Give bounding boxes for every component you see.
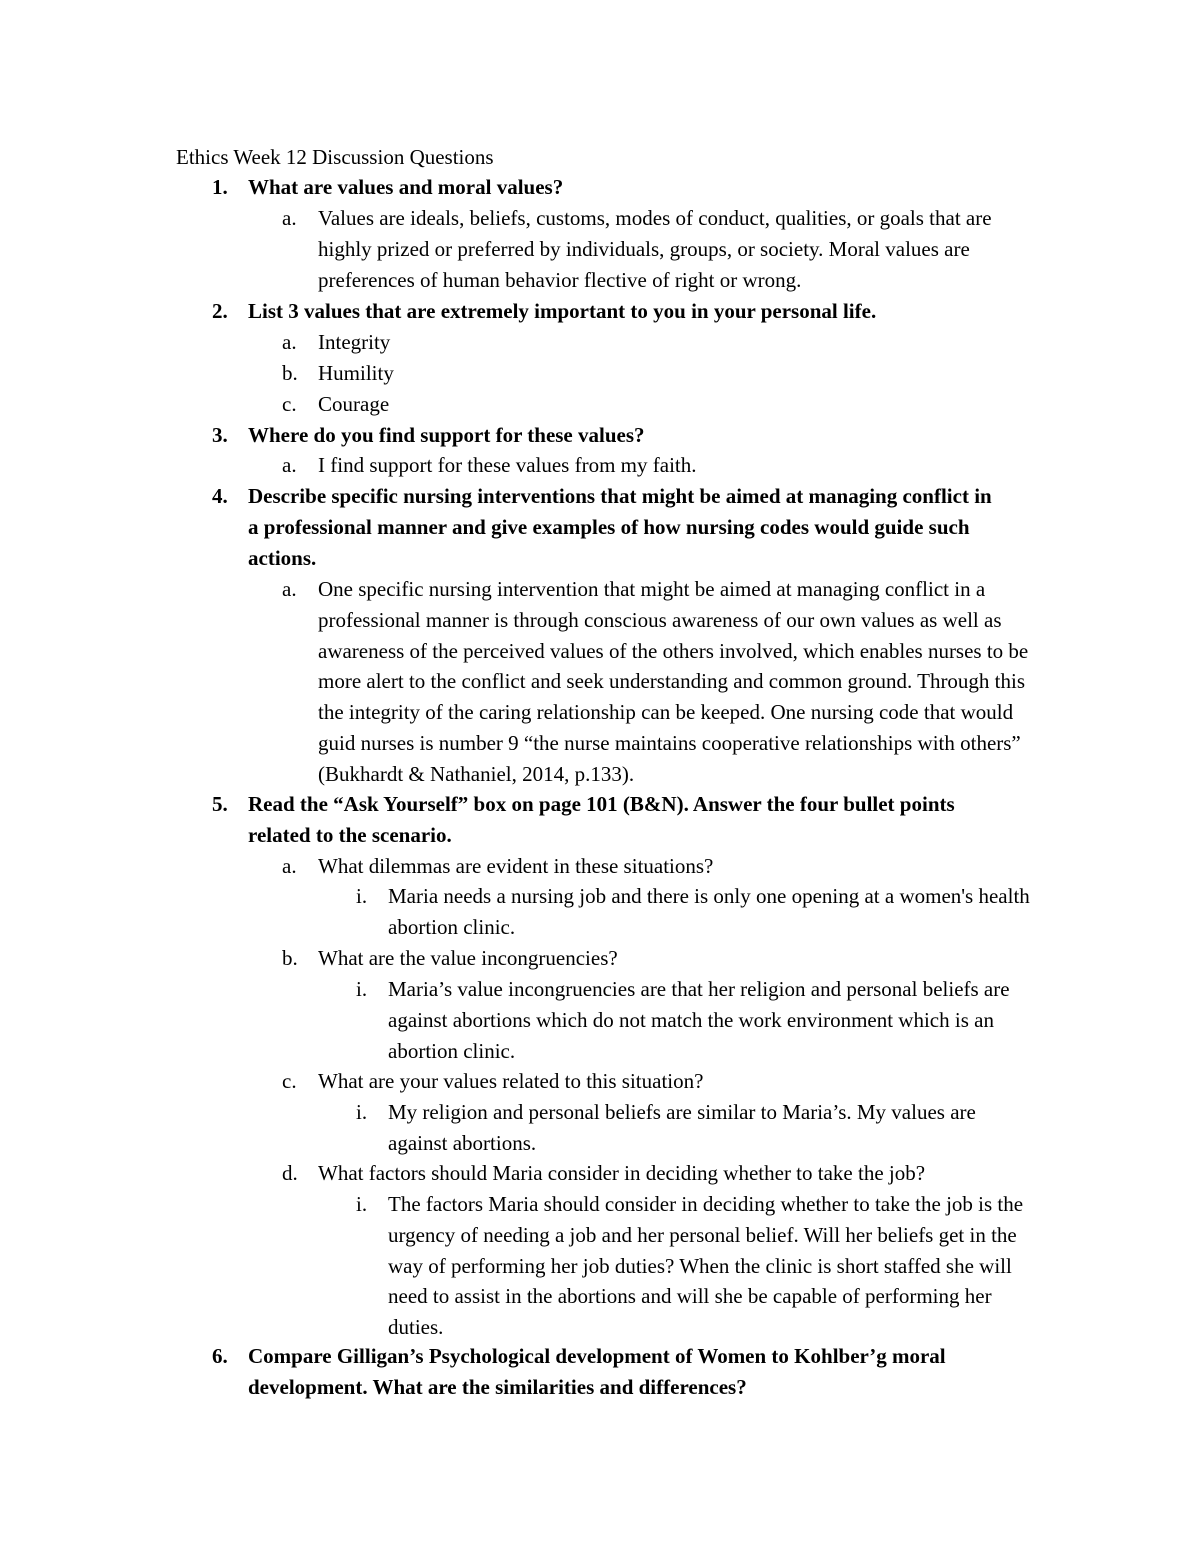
answer-text: One specific nursing intervention that might be aimed at managing conflict in a professional manner is through conscious awareness of our own values as well as awareness of the perceived values of the others involved, which enables nurses to be more alert to the conflict and seek understanding and common ground. Through this the integrity of the caring relationship can be keeped. One nursing code that would guid nurses is number 9 “the nurse maintains cooperative relationships with others” (Bukhardt & Nathaniel, 2014, p.133).	[318, 577, 1029, 786]
reply-numeral: i.	[356, 1100, 368, 1124]
answer-text: Values are ideals, beliefs, customs, modes of conduct, qualities, or goals that are highly prized or preferred by individuals, groups, or society. Moral values are preferences of human behavior flective of right or wrong.	[318, 206, 992, 292]
answer-2a	[282, 327, 1042, 358]
answer-text: What are the value incongruencies?	[318, 946, 618, 970]
answer-letter: c.	[282, 392, 297, 416]
reply-text: The factors Maria should consider in deciding whether to take the job is the urgency of needing a job and her personal belief. Will her beliefs get in the way of performing her job duties? When the clinic is short staffed she will need to assist in the abortions and will she be capable of performing her duties.	[388, 1192, 1024, 1340]
answer-letter: a.	[282, 854, 297, 878]
question-number: 3.	[212, 423, 228, 447]
answer-letter: d.	[282, 1161, 298, 1185]
question-6	[212, 1341, 1002, 1403]
answer-5b	[282, 943, 1042, 974]
question-number: 5.	[212, 792, 228, 816]
reply-text: Maria’s value incongruencies are that her religion and personal beliefs are against abortions which do not match the work environment which is an abortion clinic.	[388, 977, 1010, 1063]
answer-text: Humility	[318, 361, 394, 385]
document-title: Ethics Week 12 Discussion Questions	[176, 145, 494, 169]
reply-5c-i	[356, 1097, 1036, 1159]
question-number: 6.	[212, 1344, 228, 1368]
answer-text: Courage	[318, 392, 390, 416]
question-1	[212, 172, 1002, 203]
question-text: Read the “Ask Yourself” box on page 101 (B&N). Answer the four bullet points related to the scenario.	[248, 792, 955, 847]
question-number: 2.	[212, 299, 228, 323]
question-text: Where do you find support for these values?	[248, 423, 645, 447]
answer-4a	[282, 574, 1042, 790]
reply-numeral: i.	[356, 1192, 368, 1216]
answer-letter: c.	[282, 1069, 297, 1093]
answer-text: What dilemmas are evident in these situations?	[318, 854, 714, 878]
question-4	[212, 481, 1002, 573]
answer-5c	[282, 1066, 1042, 1097]
reply-numeral: i.	[356, 977, 368, 1001]
answer-letter: a.	[282, 453, 297, 477]
answer-text: What are your values related to this situation?	[318, 1069, 704, 1093]
answer-5d	[282, 1158, 1042, 1189]
question-2	[212, 296, 1002, 327]
question-number: 1.	[212, 175, 228, 199]
reply-5b-i	[356, 974, 1036, 1066]
answer-text: I find support for these values from my faith.	[318, 453, 697, 477]
answer-2b	[282, 358, 1042, 389]
question-5	[212, 789, 1002, 851]
answer-text: What factors should Maria consider in deciding whether to take the job?	[318, 1161, 926, 1185]
question-text: What are values and moral values?	[248, 175, 564, 199]
answer-2c	[282, 389, 1042, 420]
question-text: List 3 values that are extremely important to you in your personal life.	[248, 299, 877, 323]
answer-letter: b.	[282, 946, 298, 970]
reply-5d-i	[356, 1189, 1036, 1343]
question-text: Describe specific nursing interventions that might be aimed at managing conflict in a professional manner and give examples of how nursing codes would guide such actions.	[248, 484, 992, 570]
reply-5a-i	[356, 881, 1036, 943]
answer-1a	[282, 203, 1042, 295]
question-number: 4.	[212, 484, 228, 508]
answer-letter: a.	[282, 577, 297, 601]
answer-letter: b.	[282, 361, 298, 385]
reply-text: My religion and personal beliefs are similar to Maria’s. My values are against abortions.	[388, 1100, 976, 1155]
answer-text: Integrity	[318, 330, 391, 354]
answer-letter: a.	[282, 330, 297, 354]
answer-5a	[282, 851, 1042, 882]
reply-numeral: i.	[356, 884, 368, 908]
question-3	[212, 420, 1002, 451]
answer-3a	[282, 450, 1042, 481]
reply-text: Maria needs a nursing job and there is only one opening at a women's health abortion clinic.	[388, 884, 1030, 939]
question-text: Compare Gilligan’s Psychological development of Women to Kohlber’g moral development. What are the similarities and differences?	[248, 1344, 946, 1399]
answer-letter: a.	[282, 206, 297, 230]
